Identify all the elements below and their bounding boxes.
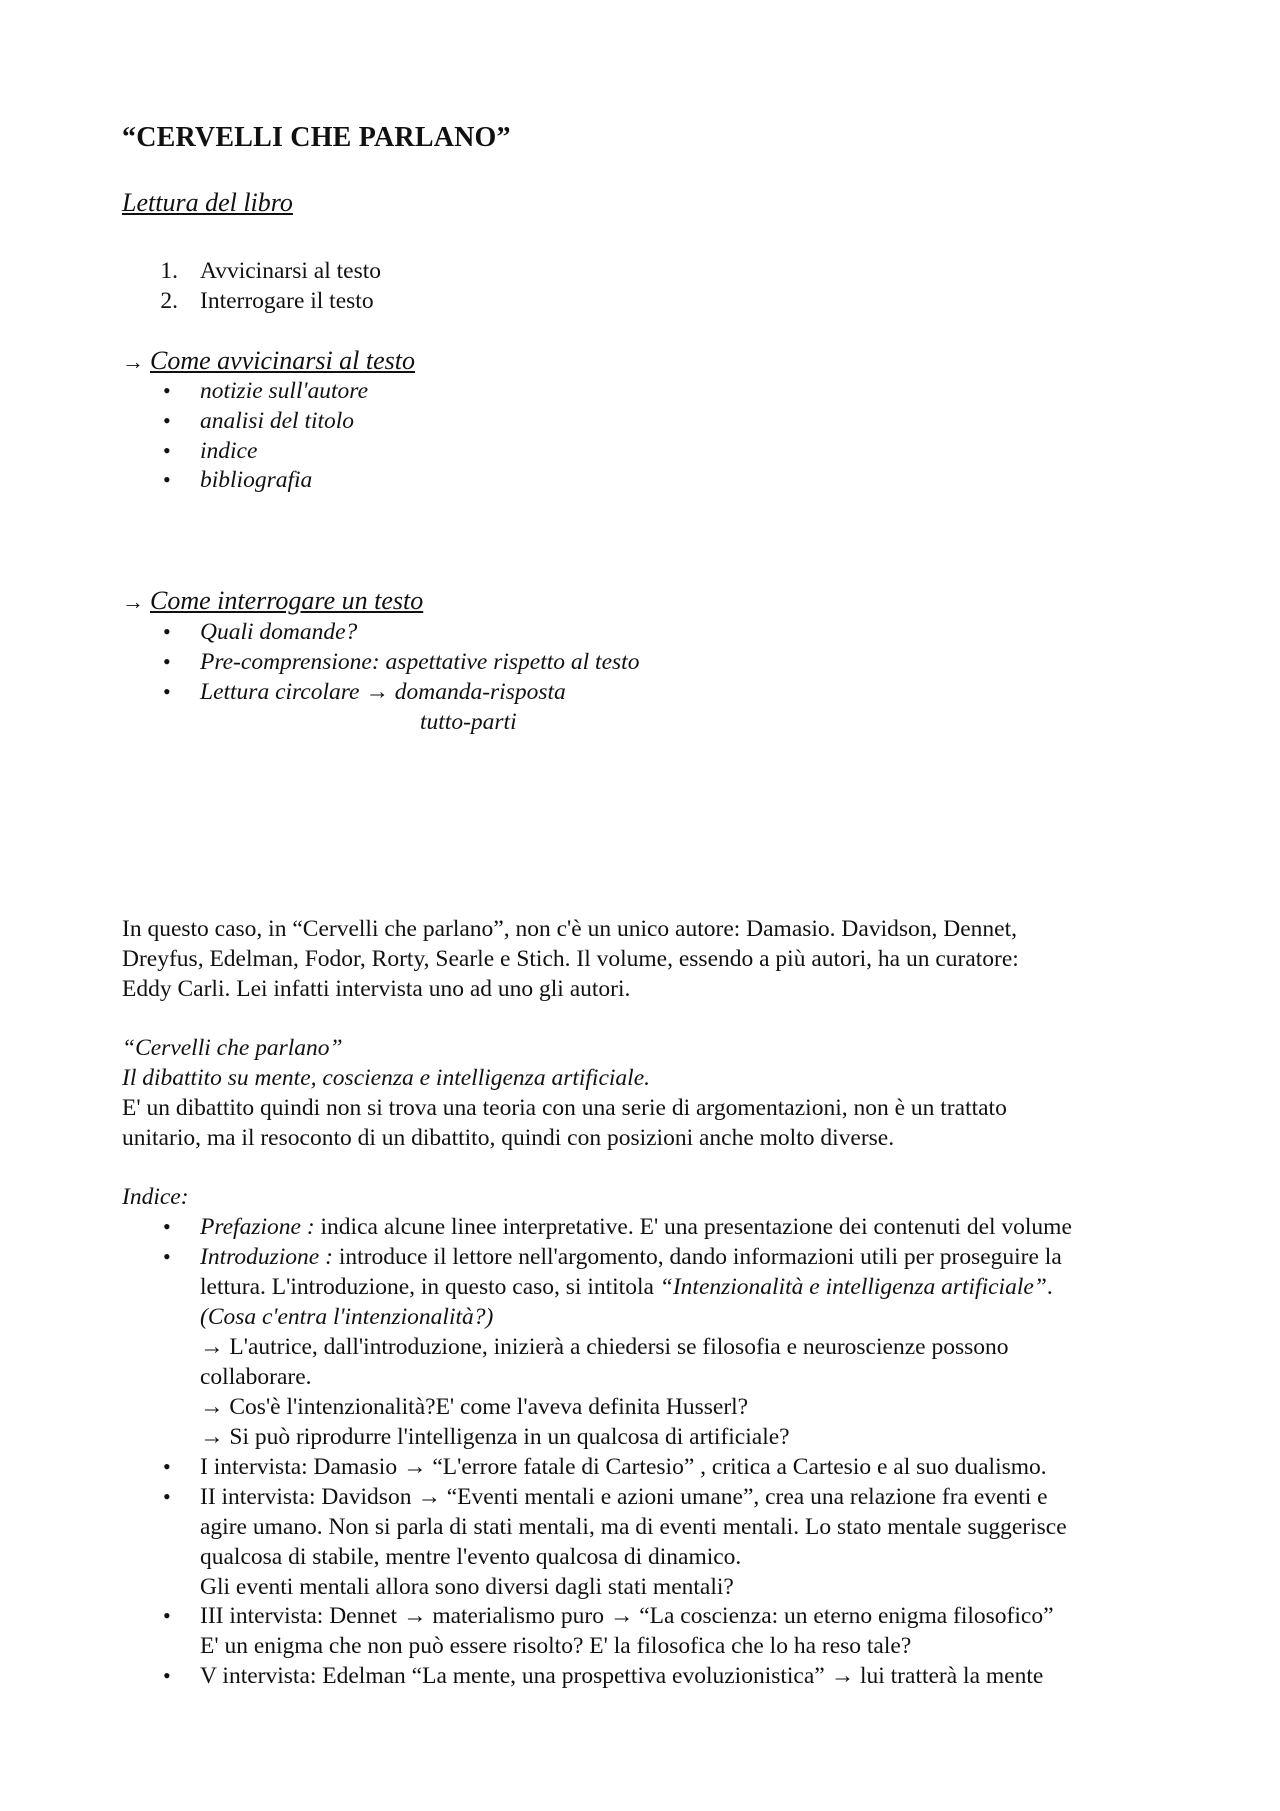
- bullet-icon: •: [163, 1663, 171, 1688]
- interview-item: II intervista: Davidson → “Eventi mentali e azioni umane”, crea una relazione fra eventi e: [200, 1484, 1048, 1510]
- list-item: Interrogare il testo: [200, 288, 374, 314]
- document-title: “CERVELLI CHE PARLANO”: [122, 122, 511, 153]
- index-text-line: [200, 1272, 1053, 1302]
- list-number: 2.: [160, 288, 178, 314]
- bullet-icon: •: [163, 408, 171, 433]
- bullet-icon: •: [163, 649, 171, 674]
- bullet-icon: •: [163, 1214, 171, 1239]
- list-number: 1.: [160, 258, 178, 284]
- section-heading-avvicinarsi: [122, 346, 415, 377]
- list-item: Avvicinarsi al testo: [200, 258, 381, 284]
- interview-line: qualcosa di stabile, mentre l'evento qualcosa di dinamico.: [200, 1544, 742, 1570]
- bullet-icon: •: [163, 467, 171, 492]
- bullet-icon: •: [163, 438, 171, 463]
- bullet-icon: •: [163, 378, 171, 403]
- arrow-right-icon: →: [122, 349, 144, 374]
- index-item-introduzione: [200, 1242, 1062, 1272]
- paragraph-line: unitario, ma il resoconto di un dibattito, quindi con posizioni anche molto diverse.: [122, 1125, 895, 1151]
- bullet-icon: •: [163, 1454, 171, 1479]
- paragraph-line: Dreyfus, Edelman, Fodor, Rorty, Searle e Stich. Il volume, essendo a più autori, ha un curatore:: [122, 946, 1019, 972]
- index-text: introduce il lettore nell'argomento, dando informazioni utili per proseguire la: [332, 1244, 1062, 1270]
- list-item-continuation: tutto-parti: [420, 709, 517, 735]
- index-text: .: [1046, 1274, 1053, 1300]
- introduction-title: “Intenzionalità e intelligenza artificiale”: [659, 1274, 1047, 1300]
- index-note: → Si può riprodurre l'intelligenza in un qualcosa di artificiale?: [200, 1424, 790, 1450]
- list-item: bibliografia: [200, 467, 313, 493]
- interview-item: I intervista: Damasio → “L'errore fatale di Cartesio” , critica a Cartesio e al suo dualismo.: [200, 1454, 1047, 1480]
- list-item: indice: [200, 438, 258, 464]
- index-term: Prefazione :: [200, 1214, 315, 1240]
- section-heading-label: Come interrogare un testo: [150, 586, 424, 615]
- index-item-prefazione: [200, 1212, 1072, 1242]
- paragraph-line: E' un dibattito quindi non si trova una teoria con una serie di argomentazioni, non è un trattato: [122, 1095, 1007, 1121]
- list-item: Pre-comprensione: aspettative rispetto al testo: [200, 649, 640, 675]
- list-item: Quali domande?: [200, 619, 358, 645]
- interview-item: III intervista: Dennet → materialismo puro → “La coscienza: un eterno enigma filosofico”: [200, 1603, 1054, 1629]
- list-item: analisi del titolo: [200, 408, 355, 434]
- bullet-icon: •: [163, 1484, 171, 1509]
- bullet-icon: •: [163, 619, 171, 644]
- interview-line: Gli eventi mentali allora sono diversi dagli stati mentali?: [200, 1574, 734, 1600]
- book-title: “Cervelli che parlano”: [122, 1035, 343, 1061]
- index-text-line: (Cosa c'entra l'intenzionalità?): [200, 1304, 494, 1330]
- paragraph-line: In questo caso, in “Cervelli che parlano”, non c'è un unico autore: Damasio. Davidson, Dennet,: [122, 916, 1017, 942]
- section-heading-interrogare: [122, 586, 423, 617]
- section-heading-lettura: Lettura del libro: [122, 188, 293, 217]
- index-label: Indice:: [122, 1184, 189, 1210]
- arrow-right-icon: →: [122, 589, 144, 614]
- index-note: → L'autrice, dall'introduzione, inizierà a chiedersi se filosofia e neuroscienze possono: [200, 1334, 1009, 1360]
- book-subtitle: Il dibattito su mente, coscienza e intelligenza artificiale.: [122, 1065, 651, 1091]
- index-note: collaborare.: [200, 1364, 312, 1390]
- interview-line: E' un enigma che non può essere risolto? E' la filosofica che lo ha reso tale?: [200, 1633, 912, 1659]
- index-text: lettura. L'introduzione, in questo caso, si intitola: [200, 1274, 660, 1300]
- bullet-icon: •: [163, 1603, 171, 1628]
- bullet-icon: •: [163, 1244, 171, 1269]
- index-term: Introduzione :: [200, 1244, 333, 1270]
- bullet-icon: •: [163, 679, 171, 704]
- interview-line: agire umano. Non si parla di stati mentali, ma di eventi mentali. Lo stato mentale suggerisce: [200, 1514, 1067, 1540]
- section-heading-label: Come avvicinarsi al testo: [150, 346, 416, 375]
- index-note: → Cos'è l'intenzionalità?E' come l'aveva definita Husserl?: [200, 1394, 749, 1420]
- interview-item: V intervista: Edelman “La mente, una prospettiva evoluzionistica” → lui tratterà la mente: [200, 1663, 1044, 1689]
- list-item: Lettura circolare → domanda-risposta: [200, 679, 566, 705]
- list-item: notizie sull'autore: [200, 378, 368, 404]
- paragraph-line: Eddy Carli. Lei infatti intervista uno ad uno gli autori.: [122, 976, 631, 1002]
- index-text: indica alcune linee interpretative. E' una presentazione dei contenuti del volume: [314, 1214, 1072, 1240]
